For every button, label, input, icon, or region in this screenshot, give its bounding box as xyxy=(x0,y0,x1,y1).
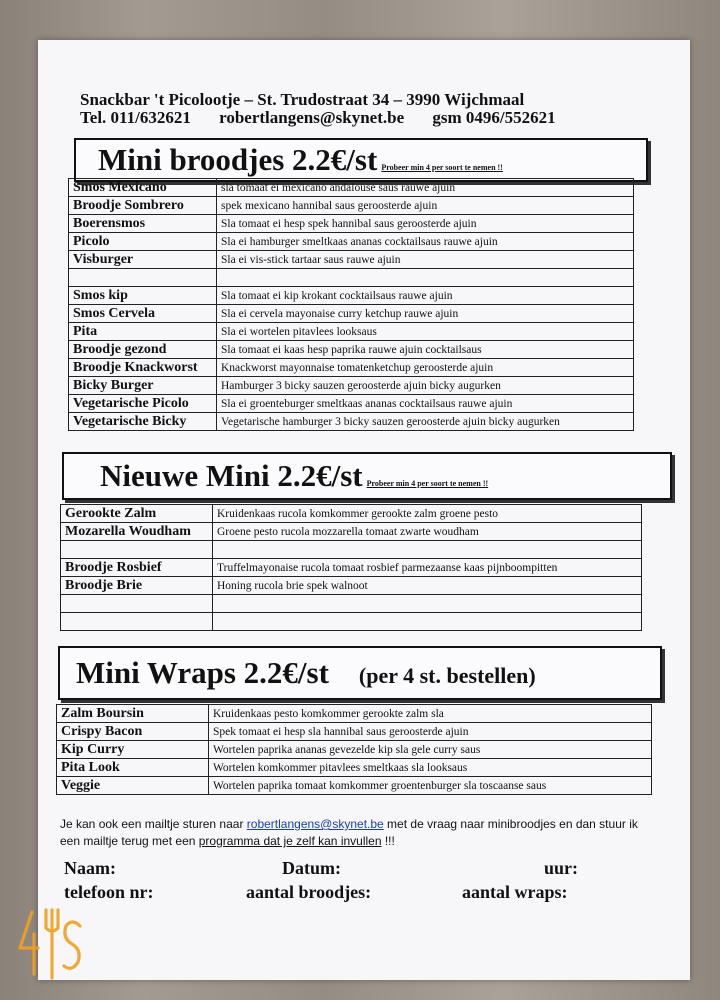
item-name: Broodje Sombrero xyxy=(69,197,217,215)
item-ingredients xyxy=(217,269,634,287)
menu-row xyxy=(69,359,634,377)
item-name: Broodje gezond xyxy=(69,341,217,359)
menu-row xyxy=(69,413,634,431)
item-name: Broodje Knackworst xyxy=(69,359,217,377)
menu-row xyxy=(69,197,634,215)
item-ingredients: Sla ei wortelen pitavlees looksaus xyxy=(217,323,634,341)
shop-address: Snackbar 't Picolootje – St. Trudostraat 34 – 3990 Wijchmaal xyxy=(80,90,525,109)
section-note: Probeer min 4 per soort te nemen !! xyxy=(381,163,503,172)
item-name: Broodje Brie xyxy=(61,577,213,595)
menu-row xyxy=(69,377,634,395)
item-ingredients: Sla tomaat ei kaas hesp paprika rauwe ajuin cocktailsaus xyxy=(217,341,634,359)
menu-row xyxy=(69,215,634,233)
menu-row xyxy=(61,559,642,577)
menu-row xyxy=(69,287,634,305)
item-name: Smos kip xyxy=(69,287,217,305)
menu-row xyxy=(61,505,642,523)
item-name: Pita Look xyxy=(57,759,209,777)
item-ingredients: Sla ei vis-stick tartaar saus rauwe ajuin xyxy=(217,251,634,269)
note-text-2: met de vraag naar minibroodjes en dan stuur ik een mailtje terug met een xyxy=(60,817,638,848)
item-name: Crispy Bacon xyxy=(57,723,209,741)
item-ingredients: Kruidenkaas rucola komkommer gerookte zalm groene pesto xyxy=(213,505,642,523)
uur-label: uur: xyxy=(544,858,579,878)
item-ingredients xyxy=(213,541,642,559)
item-name: Mozarella Woudham xyxy=(61,523,213,541)
menu-row xyxy=(69,269,634,287)
email-note xyxy=(60,816,660,850)
email-link[interactable]: robertlangens@skynet.be xyxy=(246,817,384,831)
item-name: Gerookte Zalm xyxy=(61,505,213,523)
gsm-number: gsm 0496/552621 xyxy=(432,108,556,127)
item-ingredients: Sla tomaat ei kip krokant cocktailsaus rauwe ajuin xyxy=(217,287,634,305)
item-ingredients: Sla tomaat ei hesp spek hannibal saus geroosterde ajuin xyxy=(217,215,634,233)
menu-row xyxy=(69,341,634,359)
item-name: Vegetarische Bicky xyxy=(69,413,217,431)
item-name: Bicky Burger xyxy=(69,377,217,395)
section-title-nieuwe-mini xyxy=(62,452,672,500)
menu-row xyxy=(61,595,642,613)
item-ingredients xyxy=(213,595,642,613)
menu-row xyxy=(57,741,652,759)
item-name: Kip Curry xyxy=(57,741,209,759)
menu-sheet xyxy=(38,40,690,980)
menu-row xyxy=(61,613,642,631)
section-title-text: Mini broodjes 2.2€/st xyxy=(98,142,378,177)
mini-broodjes-table xyxy=(68,178,634,431)
menu-row xyxy=(57,705,652,723)
item-name: Smos Mexicano xyxy=(69,179,217,197)
email-address: robertlangens@skynet.be xyxy=(219,108,405,127)
item-name xyxy=(69,269,217,287)
item-ingredients: Sla ei hamburger smeltkaas ananas cocktailsaus rauwe ajuin xyxy=(217,233,634,251)
menu-row xyxy=(57,759,652,777)
program-link[interactable]: programma dat je zelf kan invullen xyxy=(198,834,382,848)
item-name: Broodje Rosbief xyxy=(61,559,213,577)
menu-row xyxy=(57,777,652,795)
item-ingredients: Knackworst mayonnaise tomatenketchup geroosterde ajuin xyxy=(217,359,634,377)
menu-row xyxy=(61,577,642,595)
item-ingredients: Wortelen komkommer pitavlees smeltkaas sla looksaus xyxy=(209,759,652,777)
contact-line xyxy=(80,108,580,128)
item-name: Visburger xyxy=(69,251,217,269)
menu-row xyxy=(69,305,634,323)
item-ingredients: sla tomaat ei mexicano andalouse saus rauwe ajuin xyxy=(217,179,634,197)
datum-label: Datum: xyxy=(282,858,341,878)
item-name xyxy=(61,595,213,613)
item-name: Veggie xyxy=(57,777,209,795)
nieuwe-mini-table xyxy=(60,504,642,631)
menu-row xyxy=(69,323,634,341)
item-ingredients: Truffelmayonaise rucola tomaat rosbief parmezaanse kaas pijnboompitten xyxy=(213,559,642,577)
telefoon-label: telefoon nr: xyxy=(64,882,154,902)
item-name: Zalm Boursin xyxy=(57,705,209,723)
menu-row xyxy=(69,233,634,251)
naam-label: Naam: xyxy=(64,858,116,878)
mini-wraps-table xyxy=(56,704,652,795)
item-ingredients: Kruidenkaas pesto komkommer gerookte zalm sla xyxy=(209,705,652,723)
aantal-broodjes-label: aantal broodjes: xyxy=(246,882,372,902)
item-ingredients xyxy=(213,613,642,631)
note-text-3: !!! xyxy=(381,834,395,848)
item-name: Pita xyxy=(69,323,217,341)
section-note: (per 4 st. bestellen) xyxy=(358,663,536,688)
item-name: Boerensmos xyxy=(69,215,217,233)
section-title-text: Mini Wraps 2.2€/st xyxy=(76,655,329,690)
item-ingredients: Vegetarische hamburger 3 bicky sauzen geroosterde ajuin bicky augurken xyxy=(217,413,634,431)
menu-row xyxy=(61,523,642,541)
item-name: Smos Cervela xyxy=(69,305,217,323)
item-name: Vegetarische Picolo xyxy=(69,395,217,413)
section-note: Probeer min 4 per soort te nemen !! xyxy=(366,479,489,488)
menu-row xyxy=(69,179,634,197)
item-ingredients: Groene pesto rucola mozzarella tomaat zwarte woudham xyxy=(213,523,642,541)
item-ingredients: Honing rucola brie spek walnoot xyxy=(213,577,642,595)
note-text-1: Je kan ook een mailtje sturen naar xyxy=(60,817,247,831)
menu-row xyxy=(69,395,634,413)
watermark-logo-icon xyxy=(14,904,86,986)
aantal-wraps-label: aantal wraps: xyxy=(462,882,568,902)
item-ingredients: Wortelen paprika ananas gevezelde kip sla gele curry saus xyxy=(209,741,652,759)
item-ingredients: Wortelen paprika tomaat komkommer groentenburger sla toscaanse saus xyxy=(209,777,652,795)
item-ingredients: spek mexicano hannibal saus geroosterde ajuin xyxy=(217,197,634,215)
item-name xyxy=(61,613,213,631)
menu-row xyxy=(69,251,634,269)
section-title-mini-broodjes xyxy=(74,138,648,182)
item-ingredients: Spek tomaat ei hesp sla hannibal saus geroosterde ajuin xyxy=(209,723,652,741)
item-ingredients: Hamburger 3 bicky sauzen geroosterde ajuin bicky augurken xyxy=(217,377,634,395)
item-ingredients: Sla ei groenteburger smeltkaas ananas cocktailsaus rauwe ajuin xyxy=(217,395,634,413)
menu-row xyxy=(61,541,642,559)
item-name: Picolo xyxy=(69,233,217,251)
section-title-mini-wraps xyxy=(58,646,662,700)
item-name xyxy=(61,541,213,559)
item-ingredients: Sla ei cervela mayonaise curry ketchup rauwe ajuin xyxy=(217,305,634,323)
menu-row xyxy=(57,723,652,741)
phone-number: Tel. 011/632621 xyxy=(80,108,191,127)
section-title-text: Nieuwe Mini 2.2€/st xyxy=(100,458,363,493)
